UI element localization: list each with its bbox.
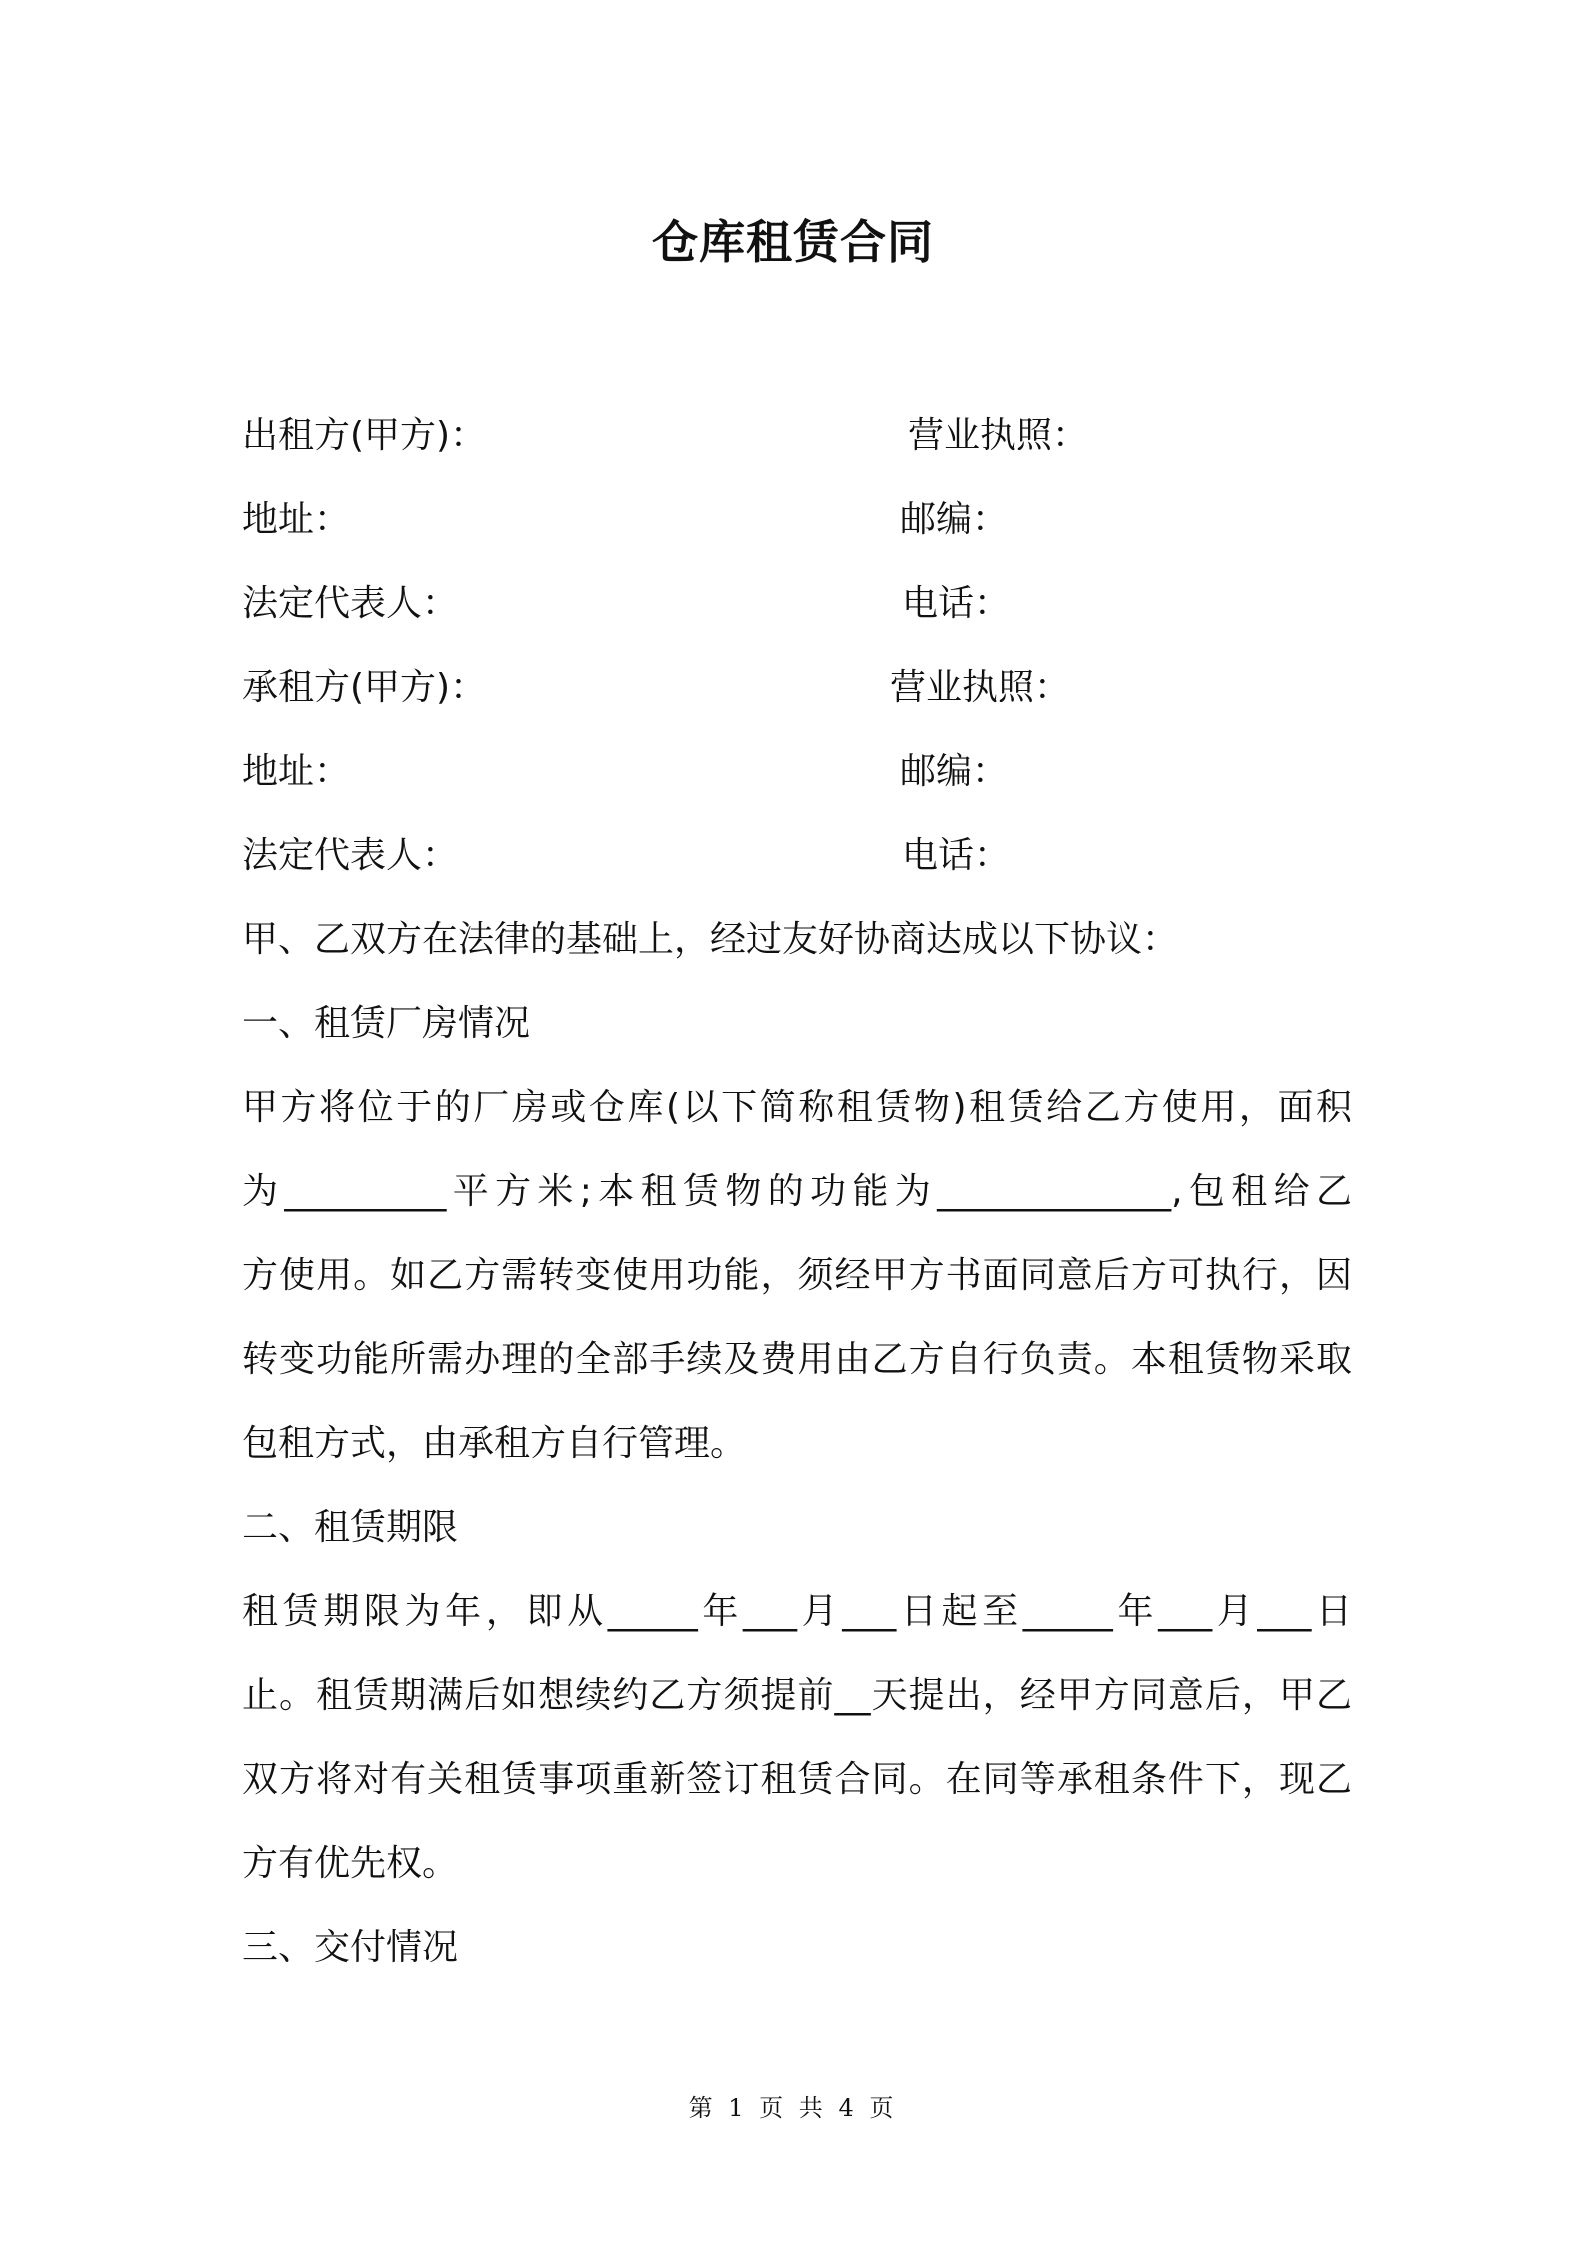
lessor-postcode-label: 邮编： (900, 499, 1009, 540)
section-2-line: 方有优先权。 (242, 1843, 459, 1884)
section-1-line: 方使用。如乙方需转变使用功能，须经甲方书面同意后方可执行，因 (242, 1255, 1352, 1296)
section-2-line: 止。租赁期满后如想续约乙方须提前__天提出，经甲方同意后，甲乙 (242, 1675, 1352, 1716)
page-footer: 第 1 页 共 4 页 (688, 2094, 898, 2122)
lessor-label: 出租方(甲方)： (242, 415, 487, 456)
section-1-line: 转变功能所需办理的全部手续及费用由乙方自行负责。本租赁物采取 (242, 1339, 1352, 1380)
lessor-address-row (242, 490, 1352, 550)
section-2-line: 双方将对有关租赁事项重新签订租赁合同。在同等承租条件下，现乙 (242, 1759, 1352, 1800)
section-1-heading: 一、租赁厂房情况 (242, 1003, 531, 1044)
lessee-row (242, 658, 1352, 718)
lessee-license-label: 营业执照： (890, 667, 1071, 708)
document-title: 仓库租赁合同 (652, 215, 934, 269)
section-1-line: 甲方将位于的厂房或仓库(以下简称租赁物)租赁给乙方使用，面积 (242, 1087, 1352, 1128)
lessee-phone-label: 电话： (902, 835, 1011, 876)
contract-body (242, 898, 1352, 1990)
section-3-heading: 三、交付情况 (242, 1927, 459, 1968)
lessor-address-label: 地址： (242, 499, 351, 540)
section-2-line: 租赁期限为年，即从_____年___月___日起至_____年___月___日 (242, 1591, 1352, 1632)
lessor-rep-label: 法定代表人： (242, 583, 459, 624)
lessee-postcode-label: 邮编： (900, 751, 1009, 792)
section-2-heading: 二、租赁期限 (242, 1507, 459, 1548)
section-1-line: 为_________平方米;本租赁物的功能为_____________,包租给乙 (242, 1171, 1352, 1212)
lessee-address-label: 地址： (242, 751, 351, 792)
intro-paragraph: 甲、乙双方在法律的基础上，经过友好协商达成以下协议： (242, 919, 1179, 960)
lessee-rep-label: 法定代表人： (242, 835, 459, 876)
section-1-line: 包租方式，由承租方自行管理。 (242, 1423, 747, 1464)
lessee-rep-row (242, 826, 1352, 886)
lessee-label: 承租方(甲方)： (242, 667, 487, 708)
lessor-row (242, 406, 1352, 466)
lessor-rep-row (242, 574, 1352, 634)
lessor-phone-label: 电话： (902, 583, 1011, 624)
lessor-license-label: 营业执照： (908, 415, 1089, 456)
lessee-address-row (242, 742, 1352, 802)
